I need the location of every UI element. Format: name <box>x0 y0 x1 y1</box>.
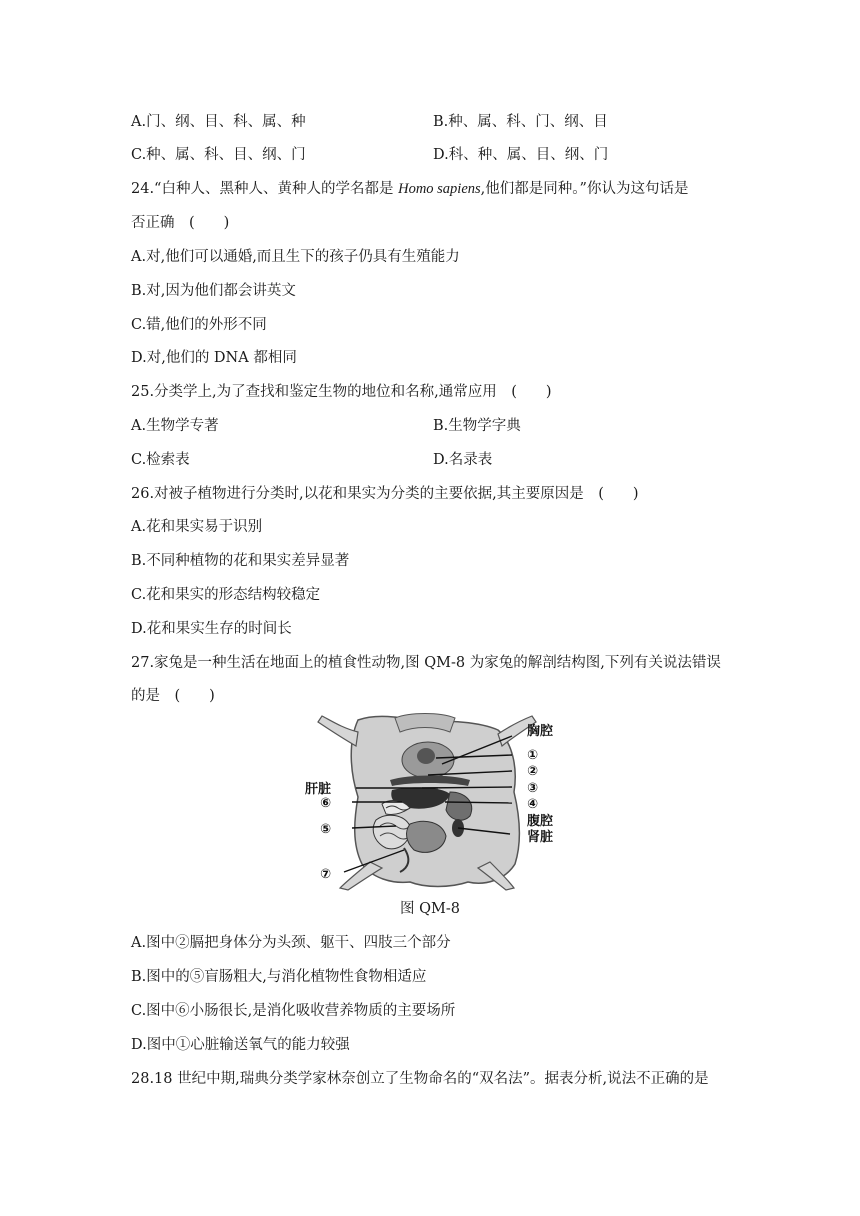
q25-option-a: A.生物学专著 <box>131 418 219 434</box>
q24-stem-post: ,他们都是同种。”你认为这句话是 <box>480 181 689 197</box>
q23-option-a: A.门、纲、目、科、属、种 <box>131 114 306 130</box>
q28-stem: 28.18 世纪中期,瑞典分类学家林奈创立了生物命名的“双名法”。据表分析,说法不正确的是 <box>131 1071 709 1087</box>
q25-option-b: B.生物学字典 <box>433 418 521 434</box>
q23-option-d: D.科、种、属、目、纲、门 <box>433 147 609 163</box>
q24-stem-pre: 24.“白种人、黑种人、黄种人的学名都是 <box>131 181 394 197</box>
rabbit-anatomy-figure <box>300 712 565 892</box>
label-n3: ③ <box>527 781 539 796</box>
q23-option-b: B.种、属、科、门、纲、目 <box>433 114 608 130</box>
q27-option-b: B.图中的⑤盲肠粗大,与消化植物性食物相适应 <box>131 969 427 985</box>
label-kidney: 肾脏 <box>527 830 554 845</box>
q25-stem: 25.分类学上,为了查找和鉴定生物的地位和名称,通常应用 ( ) <box>131 384 552 400</box>
label-abdomen: 腹腔 <box>527 814 554 829</box>
label-n5: ⑤ <box>320 822 332 837</box>
q26-option-c: C.花和果实的形态结构较稳定 <box>131 587 321 603</box>
label-n6: ⑥ <box>320 796 332 811</box>
q24-option-a: A.对,他们可以通婚,而且生下的孩子仍具有生殖能力 <box>131 249 460 265</box>
q26-option-d: D.花和果实生存的时间长 <box>131 621 292 637</box>
q27-stem-line2: 的是 ( ) <box>131 688 215 704</box>
q24-option-b: B.对,因为他们都会讲英文 <box>131 283 296 299</box>
q27-stem-line1: 27.家兔是一种生活在地面上的植食性动物,图 QM-8 为家兔的解剖结构图,下列有关说法错误 <box>131 655 721 671</box>
q26-stem: 26.对被子植物进行分类时,以花和果实为分类的主要依据,其主要原因是 ( ) <box>131 486 639 502</box>
q23-option-c: C.种、属、科、目、纲、门 <box>131 147 306 163</box>
q25-option-d: D.名录表 <box>433 452 493 468</box>
label-liver: 肝脏 <box>305 782 332 797</box>
label-n7: ⑦ <box>320 867 332 882</box>
label-n2: ② <box>527 764 539 779</box>
q25-option-c: C.检索表 <box>131 452 190 468</box>
label-chest: 胸腔 <box>527 724 554 739</box>
q24-stem-line2: 否正确 ( ) <box>131 215 230 231</box>
q27-option-d: D.图中①心脏输送氧气的能力较强 <box>131 1037 350 1053</box>
label-n4: ④ <box>527 797 539 812</box>
q24-option-c: C.错,他们的外形不同 <box>131 317 267 333</box>
q27-option-c: C.图中⑥小肠很长,是消化吸收营养物质的主要场所 <box>131 1003 456 1019</box>
rabbit-anatomy-illustration <box>300 712 565 892</box>
q26-option-a: A.花和果实易于识别 <box>131 519 263 535</box>
q24-latin-name: Homo sapiens <box>398 181 481 197</box>
q24-option-d: D.对,他们的 DNA 都相同 <box>131 350 297 366</box>
q24-stem-line1 <box>131 179 688 199</box>
figure-caption: 图 QM-8 <box>400 901 460 917</box>
label-n1: ① <box>527 748 539 763</box>
q27-option-a: A.图中②膈把身体分为头颈、躯干、四肢三个部分 <box>131 935 451 951</box>
q26-option-b: B.不同种植物的花和果实差异显著 <box>131 553 350 569</box>
